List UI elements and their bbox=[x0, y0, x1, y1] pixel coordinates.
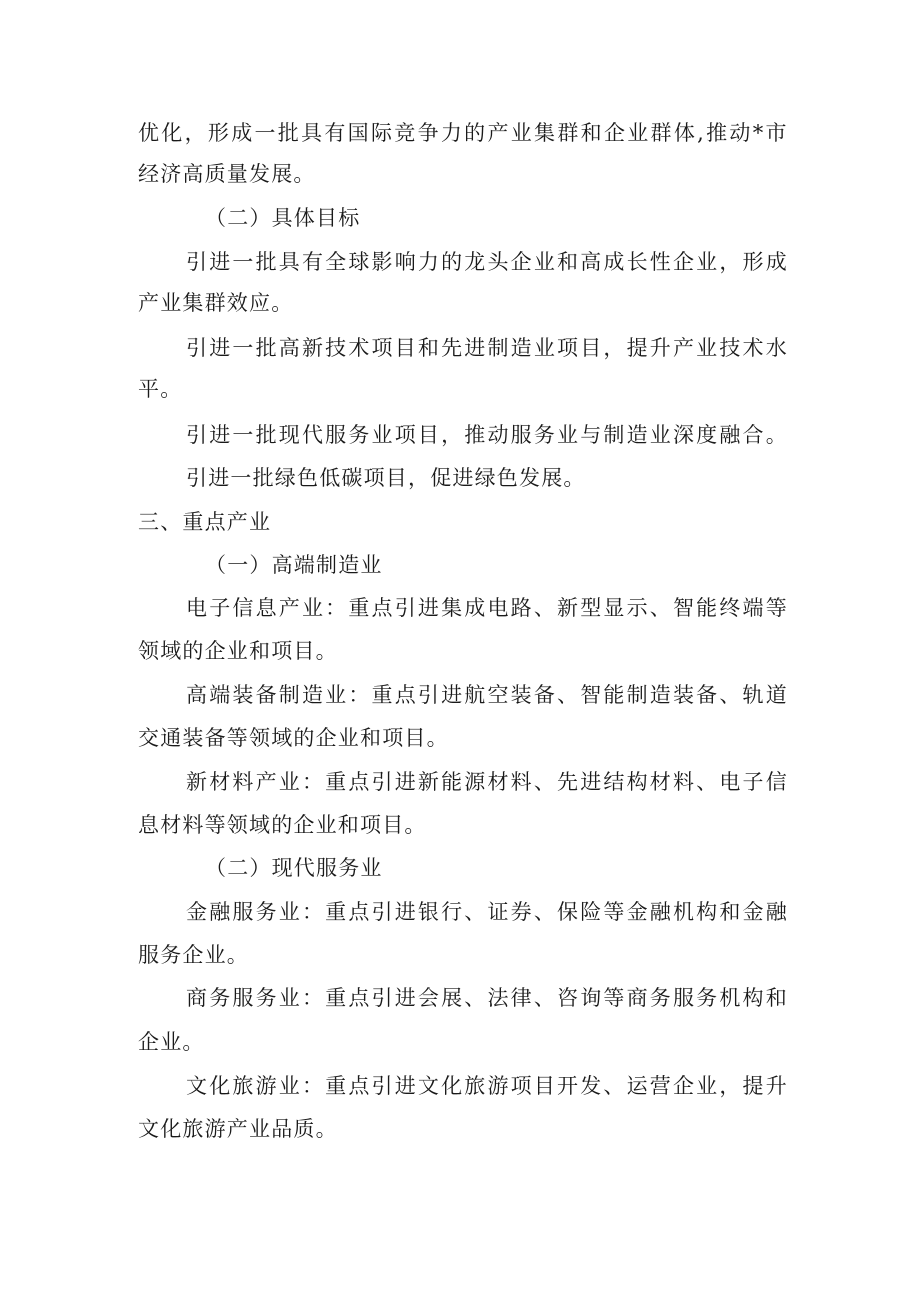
paragraph-line: 引 进 一 批 高 新 技 术 项 目 和 先 进 制 造 业 项 目 ， 提 升 产 业 技 术 水 bbox=[186, 336, 788, 360]
paragraph-line: 产业集群效应。 bbox=[138, 291, 294, 315]
paragraph-line: 文 化 旅 游 业 ： 重 点 引 进 文 化 旅 游 项 目 开 发 、 运 营 企 业 ， 提 升 bbox=[186, 1074, 788, 1098]
paragraph-line: 新 材 料 产 业 ： 重 点 引 进 新 能 源 材 料 、 先 进 结 构 材 料 、 电 子 信 bbox=[186, 770, 788, 794]
section-subheading: （一）高端制造业 bbox=[205, 553, 383, 577]
paragraph-line: 高 端 装 备 制 造 业 ： 重 点 引 进 航 空 装 备 、 智 能 制 造 装 备 、 轨 道 bbox=[186, 683, 788, 707]
section-heading: 三、重点产业 bbox=[138, 510, 272, 534]
paragraph-line: 电 子 信 息 产 业 ： 重 点 引 进 集 成 电 路 、 新 型 显 示 、 智 能 终 端 等 bbox=[186, 596, 788, 620]
paragraph-line: 交通装备等领域的企业和项目。 bbox=[138, 726, 449, 750]
paragraph-line: 经济高质量发展。 bbox=[138, 162, 316, 186]
paragraph-line: 息材料等领域的企业和项目。 bbox=[138, 813, 427, 837]
paragraph-line: 领域的企业和项目。 bbox=[138, 639, 338, 663]
paragraph-line: 金 融 服 务 业 ： 重 点 引 进 银 行 、 证 券 、 保 险 等 金 融 机 构 和 金 融 bbox=[186, 900, 788, 924]
paragraph-line: 平。 bbox=[138, 377, 183, 401]
paragraph-line: 引进一批绿色低碳项目，促进绿色发展。 bbox=[186, 466, 586, 490]
section-subheading: （二）具体目标 bbox=[205, 206, 361, 230]
paragraph-line: 文化旅游产业品质。 bbox=[138, 1117, 338, 1141]
paragraph-line: 企业。 bbox=[138, 1030, 205, 1054]
paragraph-line: 引 进 一 批 现 代 服 务 业 项 目 ， 推 动 服 务 业 与 制 造 业 深 度 融 合 。 bbox=[186, 423, 788, 447]
paragraph-line: 优 化 ， 形 成 一 批 具 有 国 际 竞 争 力 的 产 业 集 群 和 企 业 群 体 , 推 动 * 市 bbox=[138, 121, 788, 145]
paragraph-line: 服务企业。 bbox=[138, 943, 249, 967]
section-subheading: （二）现代服务业 bbox=[205, 856, 383, 880]
paragraph-line: 引 进 一 批 具 有 全 球 影 响 力 的 龙 头 企 业 和 高 成 长 性 企 业 ， 形 成 bbox=[186, 250, 788, 274]
paragraph-line: 商 务 服 务 业 ： 重 点 引 进 会 展 、 法 律 、 咨 询 等 商 务 服 务 机 构 和 bbox=[186, 986, 788, 1010]
